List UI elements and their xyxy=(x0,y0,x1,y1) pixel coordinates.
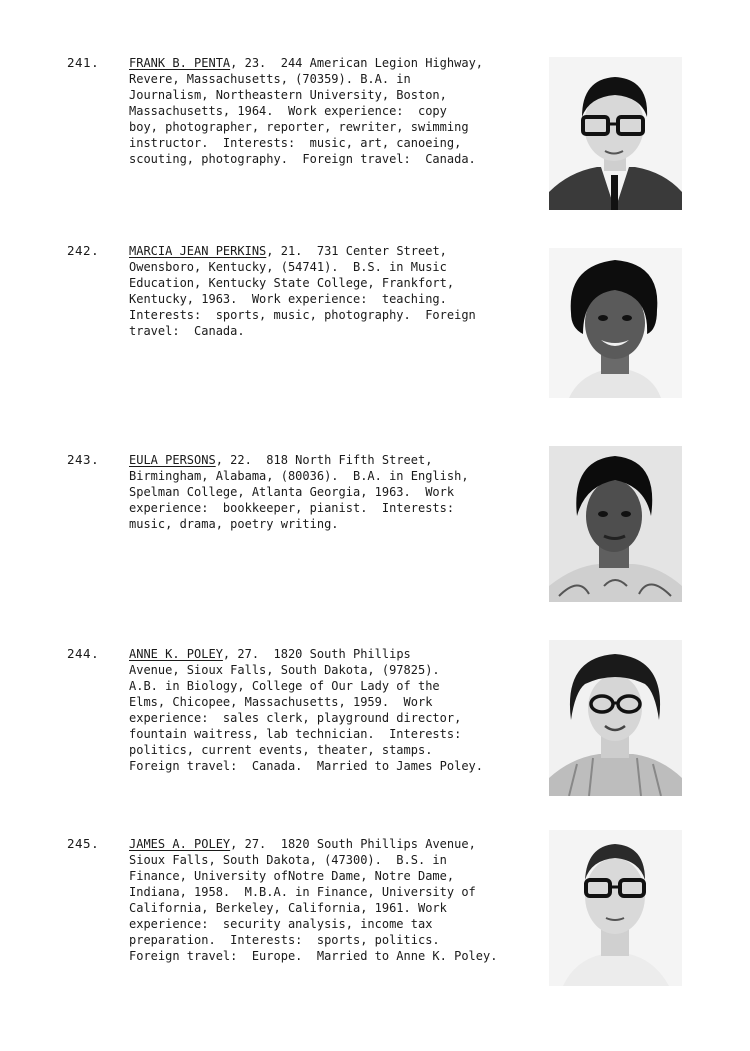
entry-name: MARCIA JEAN PERKINS xyxy=(129,244,267,258)
entry-name: JAMES A. POLEY xyxy=(129,837,231,851)
portrait-woman-glasses xyxy=(549,640,682,796)
portrait-photo-244 xyxy=(549,640,682,796)
entry-text: ANNE K. POLEY, 27. 1820 South Phillips Avenue, Sioux Falls, South Dakota, (97825). A.B. in Biology, College of Our Lady of the Elms, Chicopee, Massachusetts, 1959. Work experience: sales clerk, playground director, fountain waitress, lab technician. Interests: politics, current events, theater, stamps. Foreign travel: Canada. Married to James Poley. xyxy=(129,647,484,773)
entry-number: 242. xyxy=(67,243,100,258)
entry-number: 241. xyxy=(67,55,100,70)
entry-text: MARCIA JEAN PERKINS, 21. 731 Center Street, Owensboro, Kentucky, (54741). B.S. in Music Education, Kentucky State College, Frankfort, Kentucky, 1963. Work experience: teaching. Interests: sports, music, photography. Foreign travel: Canada. xyxy=(129,244,476,338)
portrait-photo-245 xyxy=(549,830,682,986)
entry-name: EULA PERSONS xyxy=(129,453,216,467)
entry-number: 243. xyxy=(67,452,100,467)
entry-text: FRANK B. PENTA, 23. 244 American Legion Highway, Revere, Massachusetts, (70359). B.A. in Journalism, Northeastern University, Boston, Massachusetts, 1964. Work experience: copy boy, photographer, reporter, rewriter, swimming instructor. Interests: music, art, canoeing, scouting, photography. Foreign travel: Canada. xyxy=(129,56,484,166)
portrait-man-glasses-crewcut xyxy=(549,830,682,986)
entry-number: 245. xyxy=(67,836,100,851)
portrait-woman-smiling xyxy=(549,248,682,398)
portrait-man-glasses-suit xyxy=(549,57,682,210)
portrait-woman-patterned-top xyxy=(549,446,682,602)
portrait-photo-243 xyxy=(549,446,682,602)
portrait-photo-242 xyxy=(549,248,682,398)
entry-name: FRANK B. PENTA xyxy=(129,56,231,70)
entry-number: 244. xyxy=(67,646,100,661)
entry-name: ANNE K. POLEY xyxy=(129,647,223,661)
entry-text: EULA PERSONS, 22. 818 North Fifth Street, Birmingham, Alabama, (80036). B.A. in English, Spelman College, Atlanta Georgia, 1963. Work experience: bookkeeper, pianist. Interests: music, drama, poetry writing. xyxy=(129,453,469,531)
portrait-photo-241 xyxy=(549,57,682,210)
entry-text: JAMES A. POLEY, 27. 1820 South Phillips Avenue, Sioux Falls, South Dakota, (47300). B.S. in Finance, University ofNotre Dame, Notre Dame, Indiana, 1958. M.B.A. in Finance, University of California, Berkeley, California, 1961. Work experience: security analysis, income tax preparation. Interests: sports, politics. Foreign travel: Europe. Married to Anne K. Poley. xyxy=(129,837,498,963)
